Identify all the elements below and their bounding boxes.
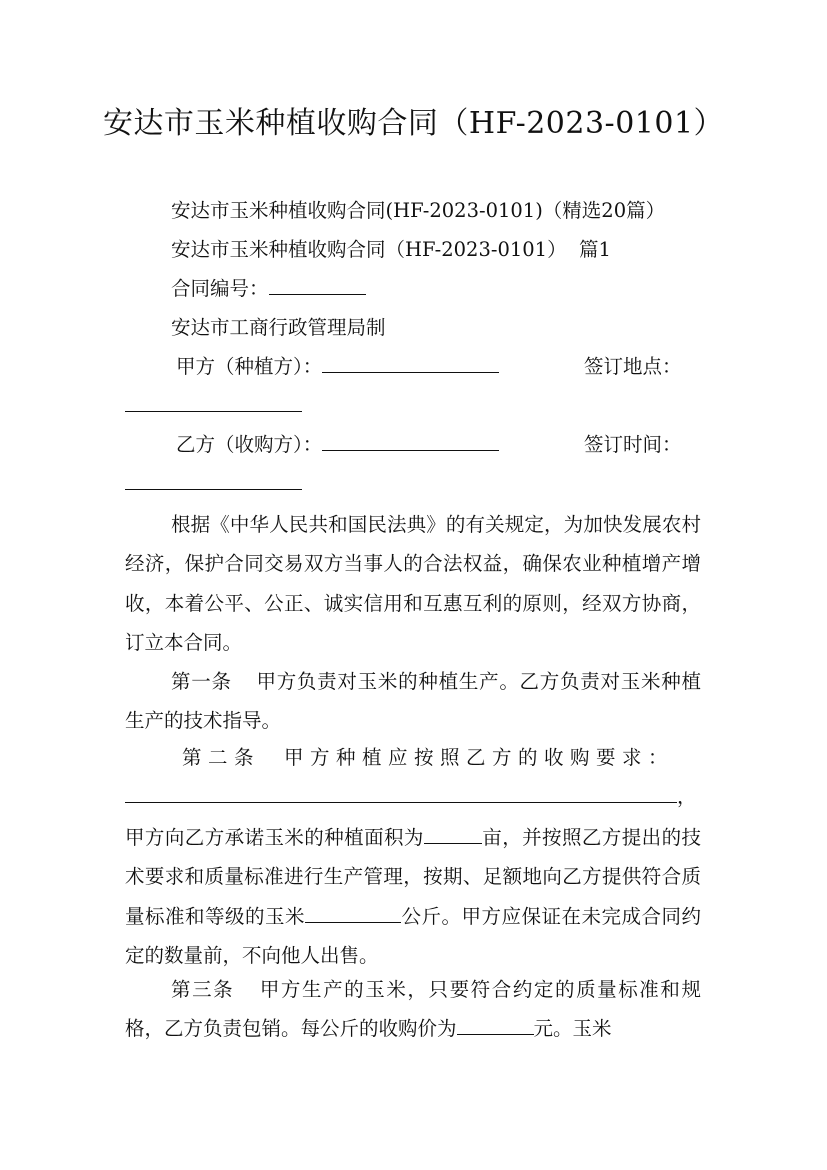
party-b-label: 乙方（收购方）： [176,433,323,456]
corn-quantity-blank[interactable] [305,904,401,923]
article-2-number: 第二条 [182,746,261,769]
article-2-body [125,818,701,975]
document-title: 安达市玉米种植收购合同（HF-2023-0101） [102,106,725,141]
article-2-text-3: 公斤。甲方应保证在未完成合同约定的数量前，不向他人出售。 [125,904,701,967]
article-3-paragraph [125,970,701,1049]
party-a-row [176,354,499,380]
article-2-lead: 甲方种植应按照乙方的收购要求： [284,746,675,769]
article-1-number: 第一条 [171,670,232,693]
contract-number-row [171,276,366,302]
article-1-text: 甲方负责对玉米的种植生产。乙方负责对玉米种植生产的技术指导。 [125,670,701,733]
contract-number-blank[interactable] [269,276,366,295]
article-2-heading [182,745,674,771]
article-2-text-1: 甲方向乙方承诺玉米的种植面积为 [125,826,424,849]
sign-time-blank[interactable] [125,471,302,490]
article-2-text-2: 亩，并按照乙方提出的技术要求和质量标准进行生产管理，按期、足额地向乙方提供符合质量标准和等级的玉米 [125,826,701,928]
sign-place-row [125,393,302,419]
party-a-blank[interactable] [322,354,499,373]
party-a-label: 甲方（种植方）： [176,355,323,378]
unit-price-blank[interactable] [457,1016,534,1035]
article-1-paragraph [125,662,701,741]
planting-area-blank[interactable] [424,825,482,844]
article-3-text-2: 元。玉米 [533,1017,612,1041]
article-3-text-1: 甲方生产的玉米，只要符合约定的质量标准和规格，乙方负责包销。每公斤的收购价为 [125,978,701,1041]
article-3-number: 第三条 [171,978,235,1001]
part-title: 安达市玉米种植收购合同（HF-2023-0101） 篇1 [171,238,611,261]
preamble-paragraph: 根据《中华人民共和国民法典》的有关规定，为加快发展农村经济，保护合同交易双方当事人的合法权益，确保农业种植增产增收，本着公平、公正、诚实信用和互惠互利的原则，经双方协商，订立本合同。 [125,513,701,654]
article-2-requirement-row [125,784,697,810]
collection-title: 安达市玉米种植收购合同(HF-2023-0101)（精选20篇） [171,199,666,222]
contract-number-label: 合同编号： [171,277,269,300]
issuer-line: 安达市工商行政管理局制 [171,316,386,339]
party-b-row [176,432,499,458]
purchase-requirement-blank[interactable] [125,784,677,803]
article-2-comma: ， [677,785,697,808]
sign-time-row [125,471,302,497]
sign-place-blank[interactable] [125,393,302,412]
sign-place-label: 签订地点： [584,355,682,378]
party-b-blank[interactable] [322,432,499,451]
sign-time-label: 签订时间： [584,433,682,456]
